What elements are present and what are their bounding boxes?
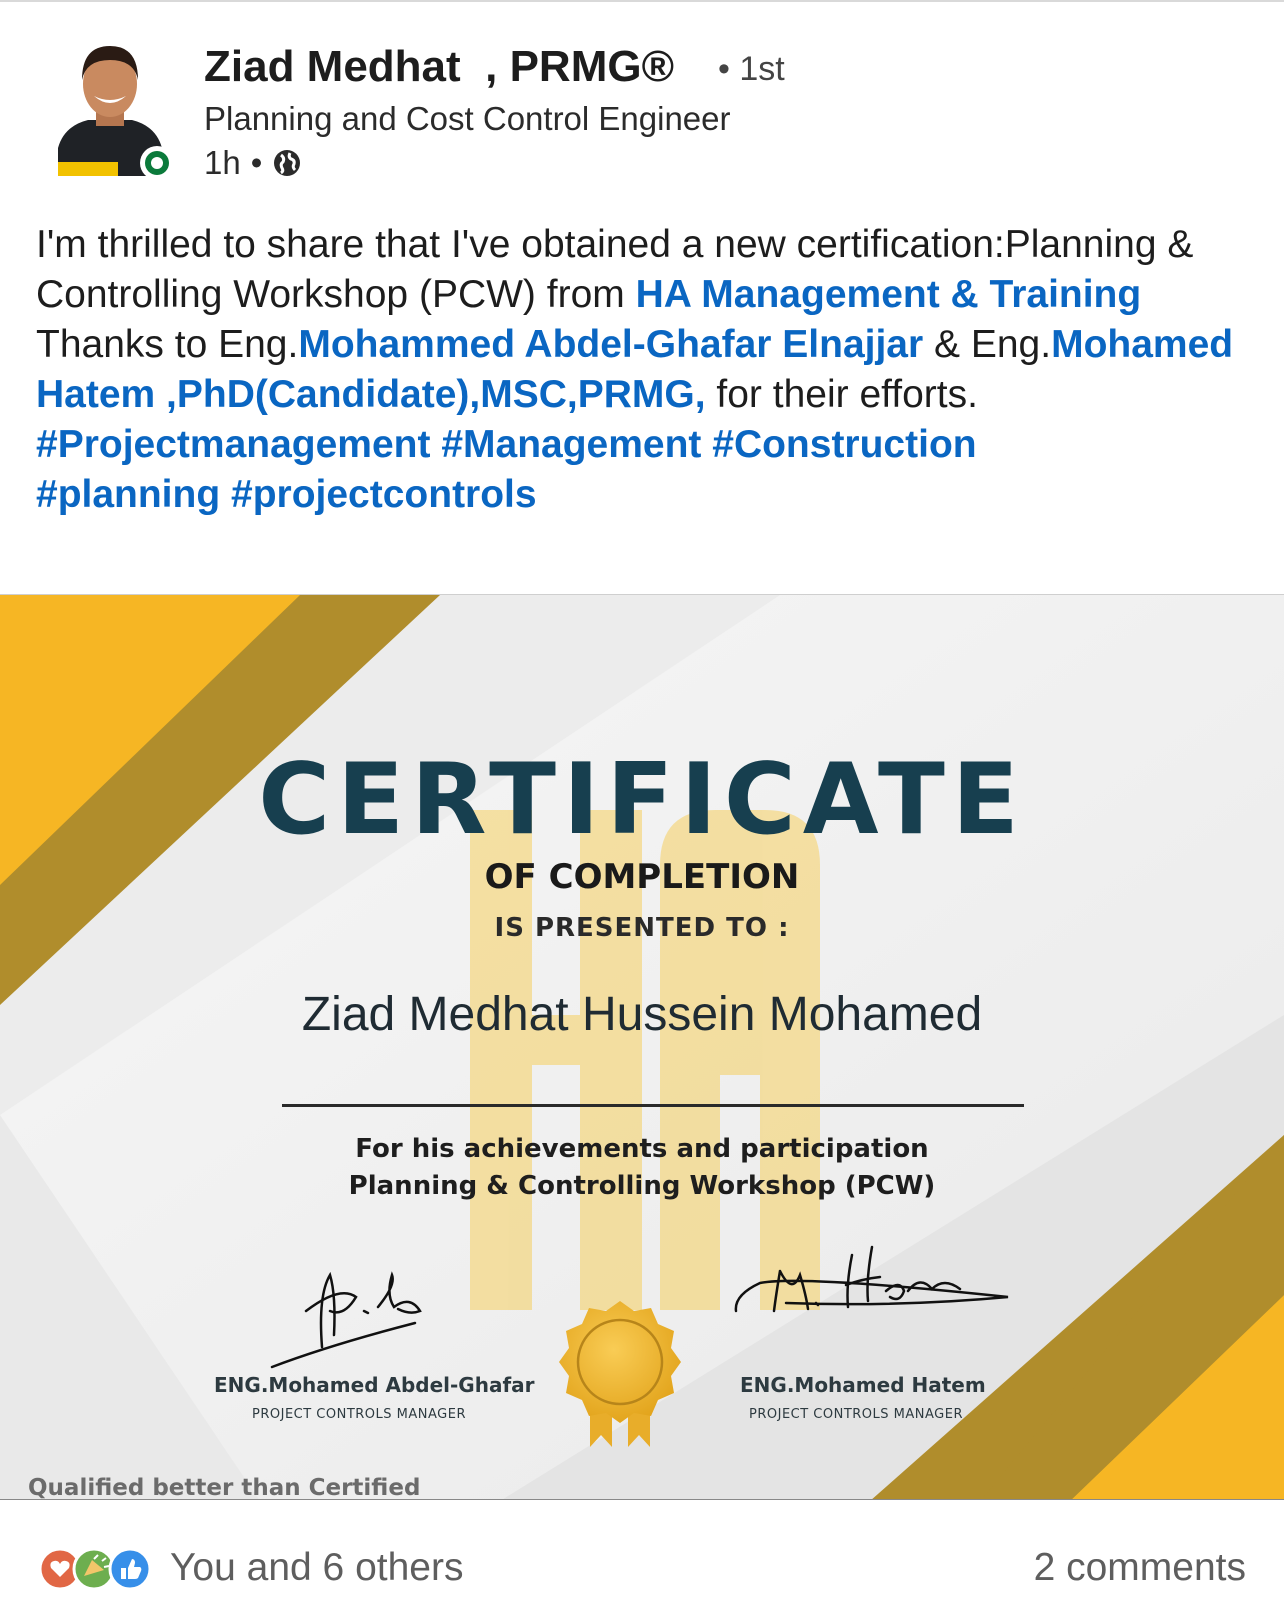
like-icon	[110, 1549, 150, 1589]
hashtag-link[interactable]: #planning	[36, 473, 221, 516]
post-text-2: Thanks to Eng.	[36, 323, 299, 366]
globe-icon	[272, 148, 302, 178]
author-avatar[interactable]	[56, 40, 180, 180]
post-time: 1h	[204, 144, 241, 181]
author-headline: Planning and Cost Control Engineer	[204, 100, 731, 137]
celebrate-icon	[74, 1549, 114, 1589]
company-link[interactable]: HA Management & Training	[635, 273, 1142, 316]
description-line-2: Planning & Controlling Workshop (PCW)	[348, 1171, 936, 1201]
recipient-underline	[282, 1104, 1024, 1107]
signer-2-role: PROJECT CONTROLS MANAGER	[749, 1407, 963, 1422]
post-text-1: I'm thrilled to share that I've obtained a new certification:Planning & Controlling Workshop (PCW) from	[36, 223, 1194, 316]
mention-link-1[interactable]: Mohammed Abdel-Ghafar Elnajjar	[298, 323, 924, 366]
post-text-4: for their efforts.	[705, 373, 978, 416]
hashtag-link[interactable]: #Projectmanagement	[36, 423, 431, 466]
top-divider	[0, 0, 1284, 2]
certificate-presented: IS PRESENTED TO :	[494, 913, 790, 943]
certificate-image[interactable]	[0, 594, 1284, 1500]
certificate-recipient: Ziad Medhat Hussein Mohamed	[301, 988, 983, 1041]
certificate-background	[0, 595, 1284, 1500]
certificate-description	[0, 1131, 1284, 1205]
mention-link-2[interactable]: Mohamed Hatem ,PhD(Candidate),MSC,PRMG,	[36, 323, 1234, 416]
signer-2-name: ENG.Mohamed Hatem	[740, 1373, 986, 1397]
certificate-subtitle: OF COMPLETION	[484, 857, 800, 897]
signer-1-role: PROJECT CONTROLS MANAGER	[252, 1407, 466, 1422]
description-line-1: For his achievements and participation	[355, 1134, 929, 1164]
post-meta	[204, 144, 302, 182]
certificate-title: CERTIFICATE	[258, 743, 1026, 857]
author-name[interactable]: Ziad Medhat , PRMG®	[204, 42, 674, 91]
hashtag-link[interactable]: #Management	[441, 423, 702, 466]
reactions-count[interactable]: You and 6 others	[170, 1546, 464, 1589]
meta-separator: •	[250, 144, 263, 181]
signer-1-name: ENG.Mohamed Abdel-Ghafar	[214, 1373, 535, 1397]
hashtag-link[interactable]: #Construction	[712, 423, 977, 466]
certificate-motto: Qualified better than Certified	[28, 1475, 421, 1500]
hashtag-link[interactable]: #projectcontrols	[231, 473, 537, 516]
reactions-icons[interactable]	[38, 1546, 154, 1592]
connection-degree: • 1st	[718, 50, 785, 88]
post-body	[36, 220, 1256, 520]
online-status-icon	[140, 146, 174, 180]
comments-count[interactable]: 2 comments	[1033, 1546, 1246, 1589]
post-text-3: & Eng.	[923, 323, 1052, 366]
